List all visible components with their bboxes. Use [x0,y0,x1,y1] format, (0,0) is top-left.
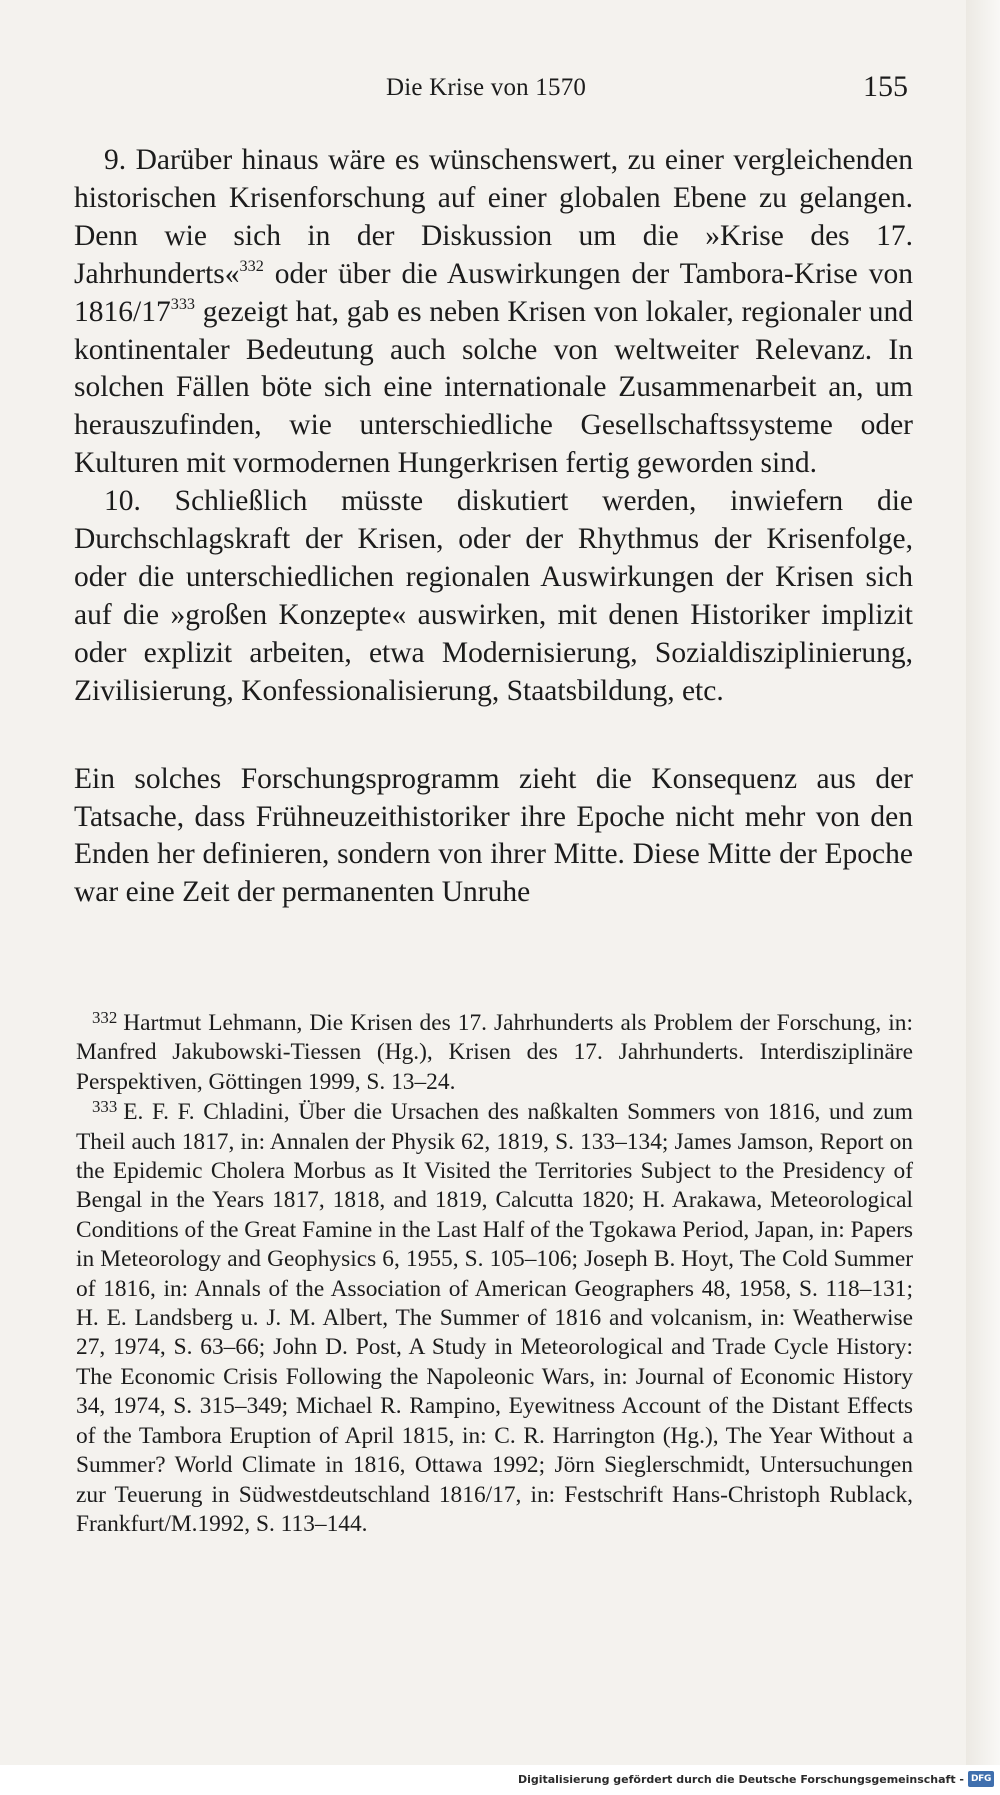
running-header [0,70,1000,110]
paragraph-conclusion: Ein solches Forschungsprogramm zieht die Konsequenz aus der Tatsache, dass Frühneuzeithistoriker ihre Epoche nicht mehr von den Enden her definieren, sondern von ihrer Mitte. Diese Mitte der Epoche war eine Zeit der permanenten Unruhe [74,762,913,909]
footnote-number: 332 [92,1008,118,1028]
running-title: Die Krise von 1570 [386,74,587,101]
footnote-332 [76,1009,913,1097]
paragraph-9-text-b: oder über die Auswirkungen der Tambora-Krise von 1816/17 [74,257,913,328]
page-edge-shadow [966,0,1000,1765]
digitization-footer [0,1765,1000,1795]
footnote-333 [76,1098,913,1539]
footnote-ref-332: 332 [239,256,264,275]
paragraph-9-text-c: gezeigt hat, gab es neben Krisen von lokaler, regionaler und kontinentaler Bedeutung auch solche von weltweiter Relevanz. In solchen Fällen böte sich eine internationale Zusammenarbeit an, um herauszufinden, wie unterschiedliche Gesellschaftssysteme oder Kulturen mit vormodernen Hungerkrisen fertig geworden sind. [74,295,913,480]
page-number: 155 [863,70,908,103]
footnote-number: 333 [92,1097,118,1117]
paragraph-10: 10. Schließlich müsste diskutiert werden, inwiefern die Durchschlagskraft der Krisen, oder der Rhythmus der Krisenfolge, oder die unterschiedlichen regionalen Auswirkungen der Krisen sich auf die »großen Konzepte« auswirken, mit denen Historiker implizit oder explizit arbeiten, etwa Modernisierung, Sozialdisziplinierung, Zivilisierung, Konfessionalisierung, Staatsbildung, etc. [74,485,913,707]
dfg-logo-icon: DFG [968,1771,994,1787]
footnote-text: Hartmut Lehmann, Die Krisen des 17. Jahrhunderts als Problem der Forschung, in: Manfred Jakubowski-Tiessen (Hg.), Krisen des 17. Jahrhunderts. Interdisziplinäre Perspektiven, Göttingen 1999, S. 13–24. [76,1010,913,1095]
main-text [74,142,913,912]
paragraph-9 [74,142,913,483]
footnotes [76,1009,913,1540]
footnote-text: E. F. F. Chladini, Über die Ursachen des naßkalten Sommers von 1816, und zum Theil auch 1817, in: Annalen der Physik 62, 1819, S. 133–134; James Jamson, Report on the Epidemic Cholera Morbus as It Visited the Territories Subject to the Presidency of Bengal in the Years 1817, 1818, and 1819, Calcutta 1820; H. Arakawa, Meteorological Conditions of the Great Famine in the Last Half of the Tgokawa Period, Japan, in: Papers in Meteorology and Geophysics 6, 1955, S. 105–106; Joseph B. Hoyt, The Cold Summer of 1816, in: Annals of the Association of American Geographers 48, 1958, S. 118–131; H. E. Landsberg u. J. M. Albert, The Summer of 1816 and volcanism, in: Weatherwise 27, 1974, S. 63–66; John D. Post, A Study in Meteorological and Trade Cycle History: The Economic Crisis Following the Napoleonic Wars, in: Journal of Economic History 34, 1974, S. 315–349; Michael R. Rampino, Eyewitness Account of the Distant Effects of the Tambora Eruption of April 1815, in: C. R. Harrington (Hg.), The Year Without a Summer? World Climate in 1816, Ottawa 1992; Jörn Sieglerschmidt, Untersuchungen zur Teuerung in Südwestdeutschland 1816/17, in: Festschrift Hans-Christoph Rublack, Frankfurt/M.1992, S. 113–144. [76,1099,913,1537]
paragraph-9-text-a: 9. Darüber hinaus wäre es wünschenswert, zu einer vergleichenden historischen Krisenforschung auf einer globalen Ebene zu gelangen. Denn wie sich in der Diskussion um die »Krise des 17. Jahrhunderts« [74,144,913,290]
digitization-credit: Digitalisierung gefördert durch die Deutsche Forschungsgemeinschaft - [517,1773,964,1786]
footnote-ref-333: 333 [170,294,196,313]
